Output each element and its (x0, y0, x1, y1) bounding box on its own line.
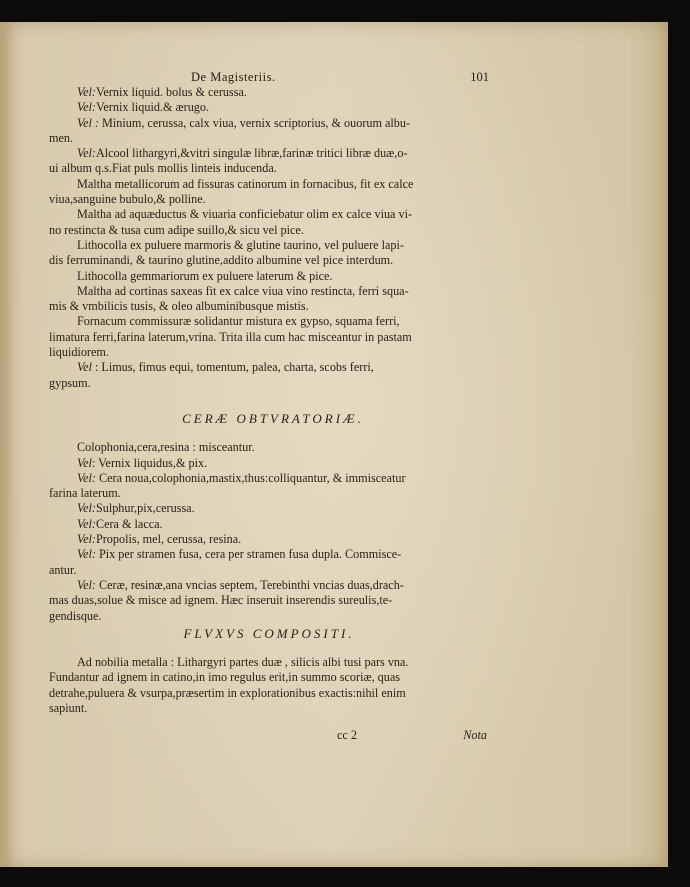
line-text: Maltha ad cortinas saxeas fit ex calce viua vino restincta, ferri squa- (77, 283, 409, 298)
line-text: ui album q.s.Fiat puls mollis linteis inducenda. (49, 161, 277, 176)
recipe-block-cerae (49, 440, 489, 624)
text-line (49, 284, 489, 299)
line-text: Maltha ad aquæductus & viuaria conficiebatur olim ex calce viua vi- (77, 207, 413, 222)
text-line (49, 517, 489, 532)
alternative-label: Vel (77, 360, 92, 375)
alternative-label: Vel: (77, 516, 96, 531)
text-line (49, 501, 489, 516)
line-text: limatura ferri,farina laterum,vrina. Trita illa cum hac misceantur in pastam (49, 329, 412, 344)
text-line (49, 85, 489, 100)
line-text: Vernix liquid. bolus & cerussa. (95, 85, 247, 99)
text-line (49, 376, 489, 391)
alternative-label: Vel: (77, 577, 96, 592)
text-line (49, 701, 489, 716)
text-line (49, 440, 489, 455)
page-gutter-shadow (0, 22, 14, 867)
text-line (49, 563, 489, 578)
line-text: Colophonia,cera,resina : misceantur. (77, 440, 255, 455)
text-line (49, 177, 489, 192)
signature-mark: cc 2 (337, 728, 357, 743)
line-text: Ad nobilia metalla : Lithargyri partes duæ , silicis albi tusi pars vna. (77, 655, 409, 670)
text-line (49, 131, 489, 146)
text-line (49, 161, 489, 176)
line-text: Lithocolla ex puluere marmoris & glutine taurino, vel puluere lapi- (77, 237, 404, 252)
line-text: gendisque. (49, 608, 102, 623)
text-line (49, 547, 489, 562)
text-line (49, 223, 489, 238)
text-line (49, 207, 489, 222)
alternative-label: Vel: (77, 100, 96, 115)
catchword: Nota (463, 728, 487, 743)
section-title-fluxus: FLVXVS COMPOSITI. (183, 625, 355, 641)
line-text: antur. (49, 562, 77, 577)
alternative-label: Vel: (77, 532, 96, 547)
line-text: Ceræ, resinæ,ana vncias septem, Terebinthi vncias duas,drach- (95, 577, 404, 592)
text-line (49, 269, 489, 284)
line-text: dis ferruminandi, & taurino glutine,addito albumine vel pice interdum. (49, 253, 394, 268)
text-line (49, 100, 489, 115)
text-line (49, 345, 489, 360)
text-line (49, 146, 489, 161)
text-line (49, 253, 489, 268)
recipe-block-malthas (49, 85, 489, 391)
line-text: men. (49, 130, 74, 145)
alternative-label: Vel (77, 455, 92, 470)
line-text: sapiunt. (49, 700, 88, 715)
text-line (49, 655, 489, 670)
text-line (49, 609, 489, 624)
line-text: mis & vmbilicis tusis, & oleo albuminibusque mistis. (49, 299, 309, 314)
line-text: : Limus, fimus equi, tomentum, palea, charta, scobs ferri, (91, 360, 374, 375)
line-text: Fornacum commissuræ solidantur mistura ex gypso, squama ferri, (77, 314, 400, 329)
line-text: Sulphur,pix,cerussa. (95, 501, 195, 516)
alternative-label: Vel: (77, 547, 96, 562)
text-line (49, 578, 489, 593)
line-text: Alcool lithargyri,&vitri singulæ libræ,farinæ tritici libræ duæ,o- (95, 146, 408, 161)
alternative-label: Vel: (77, 501, 96, 516)
section-title-cerae: CERÆ OBTVRATORIÆ. (182, 410, 364, 426)
text-line (49, 116, 489, 131)
alternative-label: Vel: (77, 146, 96, 161)
text-line (49, 314, 489, 329)
line-text: : Vernix liquidus,& pix. (91, 455, 208, 470)
recipe-block-fluxus (49, 655, 489, 716)
line-text: viua,sanguine bubulo,& polline. (49, 192, 206, 207)
text-line (49, 686, 489, 701)
page-number: 101 (470, 70, 489, 84)
alternative-label: Vel: (77, 470, 96, 485)
text-line (49, 593, 489, 608)
text-line (49, 299, 489, 314)
text-line (49, 670, 489, 685)
line-text: Minium, cerussa, calx viua, vernix scriptorius, & ouorum albu- (99, 115, 411, 130)
page-text (49, 70, 489, 744)
running-title: De Magisteriis. (191, 70, 276, 84)
text-line (49, 238, 489, 253)
text-line (49, 532, 489, 547)
running-header (49, 70, 489, 85)
line-text: mas duas,solue & misce ad ignem. Hæc inseruit inserendis sureulis,te- (49, 593, 393, 608)
text-line (49, 330, 489, 345)
line-text: no restincta & tusa cum adipe suillo,& sicu vel pice. (49, 222, 304, 237)
alternative-label: Vel: (77, 85, 96, 99)
page-footer (49, 728, 489, 744)
alternative-label: Vel : (77, 115, 99, 130)
line-text: Cera & lacca. (95, 516, 163, 531)
text-line (49, 360, 489, 375)
line-text: liquidiorem. (49, 345, 109, 360)
line-text: Fundantur ad ignem in catino,in imo regulus erit,in summo scoriæ, quas (49, 670, 401, 685)
text-line (49, 456, 489, 471)
text-line (49, 192, 489, 207)
line-text: Cera noua,colophonia,mastix,thus:colliquantur, & immisceatur (95, 470, 406, 485)
line-text: gypsum. (49, 375, 91, 390)
line-text: Maltha metallicorum ad fissuras catinorum in fornacibus, fit ex calce (77, 176, 414, 191)
text-line (49, 486, 489, 501)
line-text: farina laterum. (49, 486, 121, 501)
line-text: Pix per stramen fusa, cera per stramen fusa dupla. Commisce- (95, 547, 402, 562)
line-text: detrahe,puluera & vsurpa,præsertim in explorationibus exactis:nihil enim (49, 685, 406, 700)
line-text: Vernix liquid.& ærugo. (95, 100, 210, 115)
line-text: Lithocolla gemmariorum ex puluere laterum & pice. (77, 268, 333, 283)
text-line (49, 471, 489, 486)
line-text: Propolis, mel, cerussa, resina. (95, 532, 242, 547)
